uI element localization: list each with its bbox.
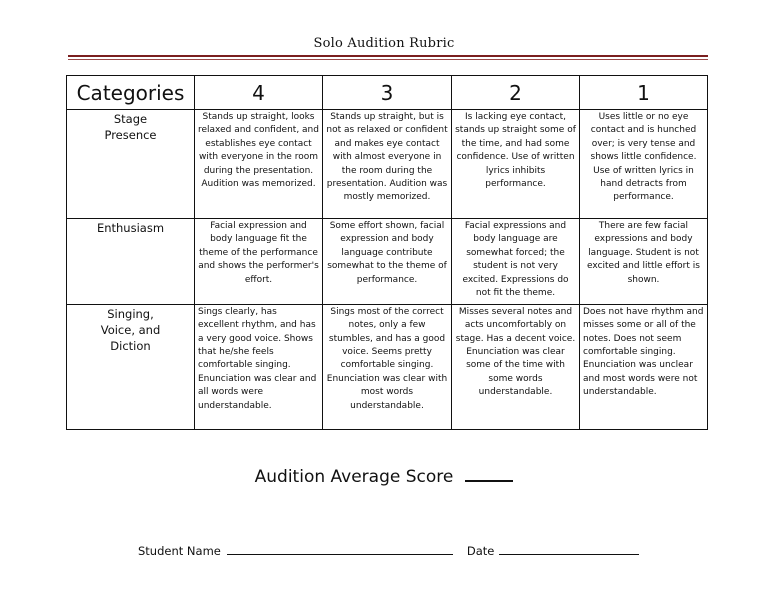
rubric-table bbox=[66, 75, 708, 430]
header-row bbox=[67, 76, 708, 110]
header-score-3: 3 bbox=[323, 76, 452, 110]
category-singing-voice-diction bbox=[67, 304, 195, 429]
header-categories: Categories bbox=[67, 76, 195, 110]
cell-stage-4: Stands up straight, looks relaxed and confident, and establishes eye contact with everyone in the room during the presentation. Audition was memorized. bbox=[195, 110, 323, 219]
cell-singing-4: Sings clearly, has excellent rhythm, and has a very good voice. Shows that he/she feels comfortable singing. Enunciation was clear and all words were understandable. bbox=[195, 304, 323, 429]
category-enthusiasm: Enthusiasm bbox=[67, 219, 195, 305]
cell-stage-1: Uses little or no eye contact and is hunched over; is very tense and shows little confidence. Use of written lyrics in hand detracts from performance. bbox=[580, 110, 708, 219]
average-score-blank[interactable] bbox=[465, 466, 513, 482]
header-score-1: 1 bbox=[580, 76, 708, 110]
cell-singing-2: Misses several notes and acts uncomfortably on stage. Has a decent voice. Enunciation was clear some of the time with some words understandable. bbox=[452, 304, 580, 429]
document-title: Solo Audition Rubric bbox=[313, 36, 455, 51]
category-label: Stage Presence bbox=[104, 112, 157, 142]
average-score-line bbox=[0, 466, 768, 487]
cell-enthusiasm-2: Facial expressions and body language are somewhat forced; the student is not very excited. Expressions do not fit the theme. bbox=[452, 219, 580, 305]
table-row-enthusiasm bbox=[67, 219, 708, 305]
signature-line bbox=[138, 543, 639, 558]
header-score-4: 4 bbox=[195, 76, 323, 110]
table-row-singing bbox=[67, 304, 708, 429]
student-name-label: Student Name bbox=[138, 544, 221, 558]
cell-singing-1: Does not have rhythm and misses some or all of the notes. Does not seem comfortable singing. Enunciation was unclear and most words were not understandable. bbox=[580, 304, 708, 429]
cell-stage-2: Is lacking eye contact, stands up straight some of the time, and had some confidence. Use of written lyrics inhibits performance. bbox=[452, 110, 580, 219]
average-score-label: Audition Average Score bbox=[254, 467, 454, 487]
category-label: Singing, Voice, and Diction bbox=[100, 306, 161, 353]
date-field[interactable] bbox=[499, 543, 639, 555]
cell-enthusiasm-3: Some effort shown, facial expression and body language contribute somewhat to the theme of performance. bbox=[323, 219, 452, 305]
student-name-field[interactable] bbox=[227, 543, 453, 555]
header-score-2: 2 bbox=[452, 76, 580, 110]
cell-stage-3: Stands up straight, but is not as relaxed or confident and makes eye contact with almost everyone in the room during the presentation. Audition was mostly memorized. bbox=[323, 110, 452, 219]
cell-enthusiasm-1: There are few facial expressions and body language. Student is not excited and little effort is shown. bbox=[580, 219, 708, 305]
title-divider-thin bbox=[68, 59, 708, 60]
cell-enthusiasm-4: Facial expression and body language fit the theme of the performance and shows the performer's effort. bbox=[195, 219, 323, 305]
date-label: Date bbox=[466, 544, 495, 558]
cell-singing-3: Sings most of the correct notes, only a few stumbles, and has a good voice. Seems pretty comfortable singing. Enunciation was clear with most words understandable. bbox=[323, 304, 452, 429]
table-row-stage-presence bbox=[67, 110, 708, 219]
title-divider bbox=[68, 55, 708, 57]
category-stage-presence bbox=[67, 110, 195, 219]
